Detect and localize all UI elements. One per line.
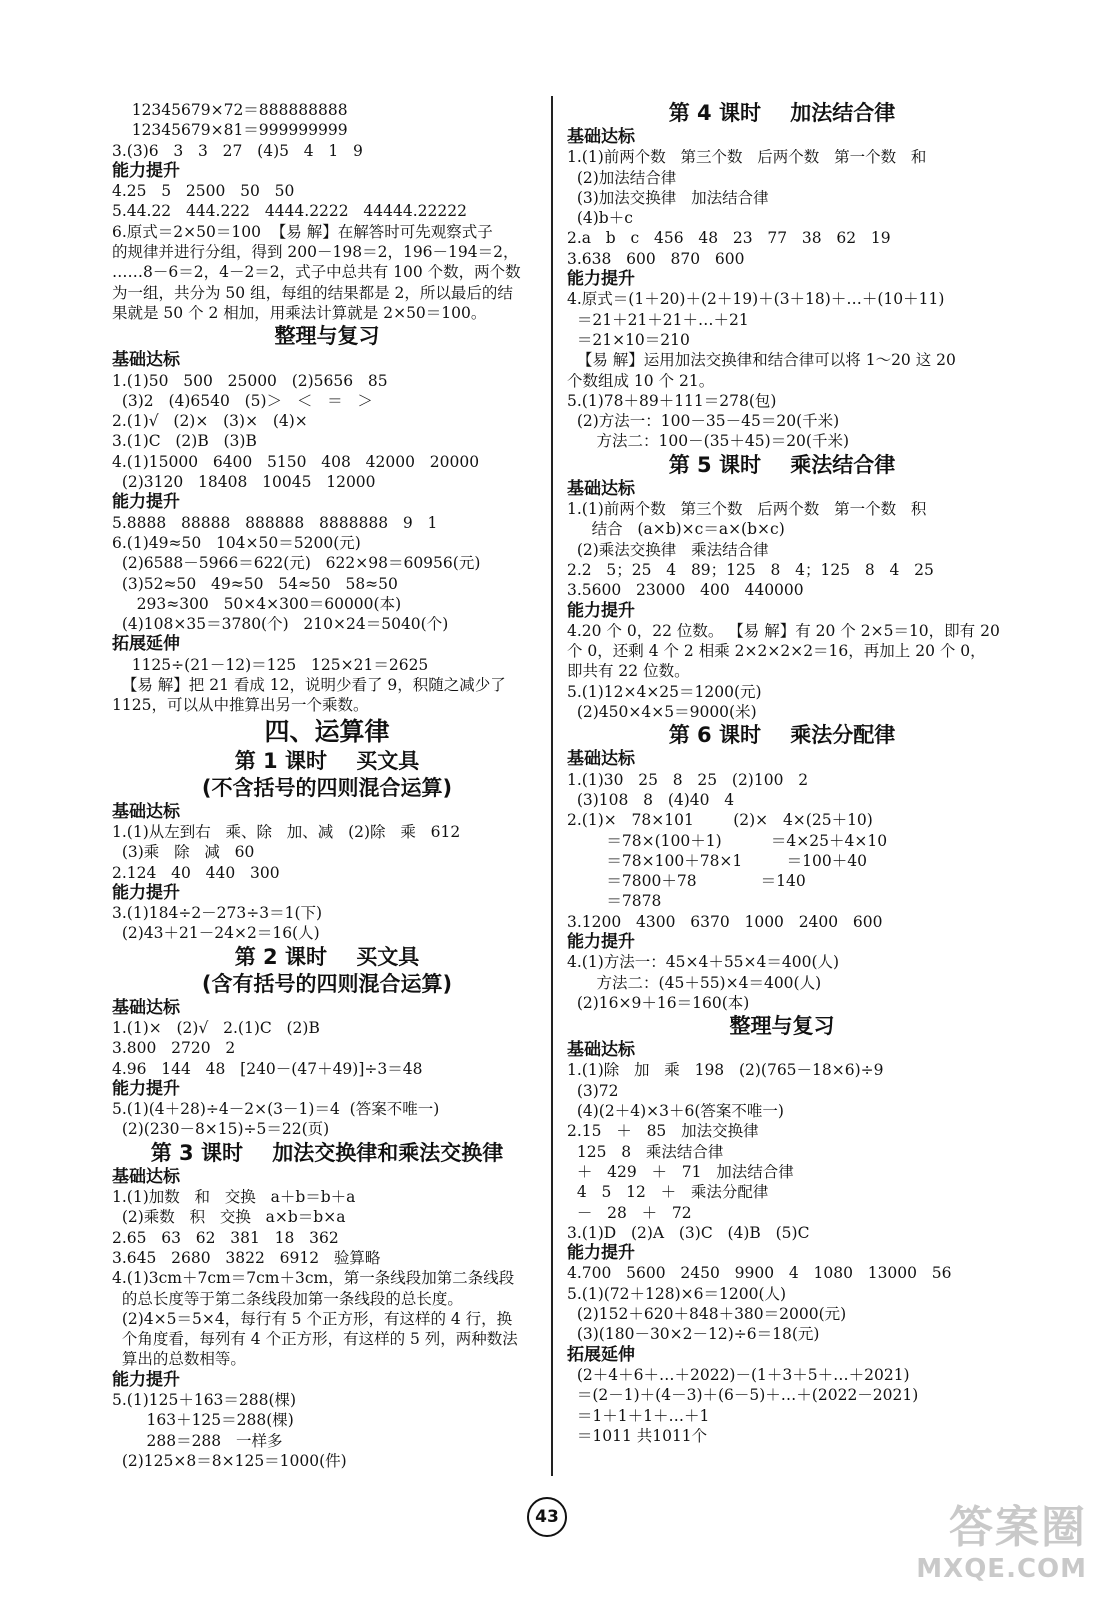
right-text-line: (2)乘法交换律 乘法结合律 xyxy=(567,540,769,559)
right-text-line: 1.(1)前两个数 第三个数 后两个数 第一个数 积 xyxy=(567,500,927,519)
left-text-line: 4.(1)3cm＋7cm＝7cm＋3cm，第一条线段加第二条线段 xyxy=(112,1269,515,1288)
left-section-heading: 基础达标 xyxy=(112,801,180,822)
right-text-line: 即共有 22 位数。 xyxy=(567,662,690,681)
left-text-line: 果就是 50 个 2 相加，用乘法计算就是 2×50＝100。 xyxy=(112,303,487,322)
right-text-line: 2.(1)× 78×101 (2)× 4×(25＋10) xyxy=(567,811,873,830)
left-text-line: (2)乘数 积 交换 a×b＝b×a xyxy=(112,1208,346,1227)
left-text-line: 5.44.22 444.222 4444.2222 44444.22222 xyxy=(112,202,467,221)
right-text-line: 3.5600 23000 400 440000 xyxy=(567,581,804,600)
right-section-heading: 基础达标 xyxy=(567,1040,635,1061)
left-text-line: 5.8888 88888 888888 8888888 9 1 xyxy=(112,513,438,532)
left-lesson-title: (含有括号的四则混合运算) xyxy=(201,971,453,996)
left-text-line: 个角度看，每列有 4 个正方形，有这样的 5 列，两种数法 xyxy=(112,1330,518,1349)
right-text-line: 125 8 乘法结合律 xyxy=(567,1142,724,1161)
right-text-line: (3)(180－30×2－12)÷6＝18(元) xyxy=(567,1325,820,1344)
right-text-line: (2)方法一：100－35－45＝20(千米) xyxy=(567,412,840,431)
right-text-line: 4.原式＝(1＋20)＋(2＋19)＋(3＋18)＋…＋(10＋11) xyxy=(567,290,945,309)
watermark-logo: 答案圈 xyxy=(949,1502,1087,1553)
left-text-line: 6.原式＝2×50＝100 【易 解】在解答时可先观察式子 xyxy=(112,222,493,241)
left-text-line: 算出的总数相等。 xyxy=(112,1350,246,1369)
right-text-line: 2.a b c 456 48 23 77 38 62 19 xyxy=(567,229,891,248)
right-lesson-title: 第 5 课时 乘法结合律 xyxy=(668,452,896,477)
right-section-heading: 能力提升 xyxy=(567,600,635,621)
left-text-line: 12345679×72＝888888888 xyxy=(112,101,348,119)
right-text-line: 5.(1)(72＋128)×6＝1200(人) xyxy=(567,1284,787,1303)
left-text-line: 6.(1)49≈50 104×50＝5200(元) xyxy=(112,533,361,552)
right-text-line: 3.(1)D (2)A (3)C (4)B (5)C xyxy=(567,1223,810,1242)
right-text-line: 3.638 600 870 600 xyxy=(567,249,745,268)
right-text-line: ＝1011 共1011个 xyxy=(567,1426,708,1445)
right-text-line: 方法二：100－(35＋45)＝20(千米) xyxy=(567,432,850,451)
left-lesson-title: 第 1 课时 买文具 xyxy=(234,748,420,773)
left-text-line: 1.(1)从左到右 乘、除 加、减 (2)除 乘 612 xyxy=(112,822,461,841)
left-text-line: 1125，可以从中推算出另一个乘数。 xyxy=(112,696,369,715)
left-text-line: ……8－6＝2，4－2＝2，式子中总共有 100 个数，两个数 xyxy=(112,263,521,282)
left-text-line: 5.(1)(4＋28)÷4－2×(3－1)＝4 (答案不唯一) xyxy=(112,1100,440,1119)
left-column xyxy=(112,100,542,1471)
right-section-heading: 基础达标 xyxy=(567,127,635,147)
right-text-line: (2＋4＋6＋…＋2022)－(1＋3＋5＋…＋2021) xyxy=(567,1365,910,1384)
right-text-line: 5.(1)78＋89＋111＝278(包) xyxy=(567,391,777,410)
right-text-line: (2)加法结合律 xyxy=(567,168,677,187)
left-text-line: (2)(230－8×15)÷5＝22(页) xyxy=(112,1120,330,1139)
right-text-line: 方法二：(45＋55)×4＝400(人) xyxy=(567,973,822,992)
left-section-heading: 基础达标 xyxy=(112,997,180,1018)
left-text-line: 288＝288 一样多 xyxy=(112,1431,283,1450)
left-text-line: (3)乘 除 减 60 xyxy=(112,843,255,862)
right-lesson-title: 整理与复习 xyxy=(729,1014,835,1039)
right-text-line: (4)b＋c xyxy=(567,209,633,228)
page-number: 43 xyxy=(527,1497,567,1537)
left-text-line: 1.(1)加数 和 交换 a＋b＝b＋a xyxy=(112,1188,356,1207)
left-text-line: (3)52≈50 49≈50 54≈50 58≈50 xyxy=(112,574,398,593)
right-text-line: (2)16×9＋16＝160(本) xyxy=(567,993,750,1012)
right-section-heading: 能力提升 xyxy=(567,1243,635,1264)
left-unit-title: 四、运算律 xyxy=(264,716,390,746)
right-text-line: (2)152＋620＋848＋380＝2000(元) xyxy=(567,1305,847,1324)
left-text-line: 1.(1)50 500 25000 (2)5656 85 xyxy=(112,371,388,390)
right-column xyxy=(567,100,1000,1446)
right-text-line: ＝78×100＋78×1 ＝100＋40 xyxy=(567,851,867,870)
watermark xyxy=(897,1502,1087,1592)
left-lesson-title: 整理与复习 xyxy=(274,324,380,349)
left-text-line: 5.(1)125＋163＝288(棵) xyxy=(112,1391,297,1410)
left-text-line: 【易 解】把 21 看成 12，说明少看了 9，积随之减少了 xyxy=(112,676,506,695)
left-text-line: 2.(1)√ (2)× (3)× (4)× xyxy=(112,412,308,431)
left-section-heading: 基础达标 xyxy=(112,1166,180,1187)
left-text-line: 3.(1)C (2)B (3)B xyxy=(112,432,257,451)
left-text-line: 12345679×81＝999999999 xyxy=(112,121,348,140)
right-section-heading: 拓展延伸 xyxy=(567,1344,635,1365)
right-section-heading: 基础达标 xyxy=(567,478,635,499)
column-divider xyxy=(551,96,553,1476)
right-text-line: ＝78×(100＋1) ＝4×25＋4×10 xyxy=(567,831,888,850)
right-text-line: 2.15 ＋ 85 加法交换律 xyxy=(567,1122,759,1141)
left-lesson-title: 第 2 课时 买文具 xyxy=(234,944,420,969)
left-text-line: 4.96 144 48 [240－(47＋49)]÷3＝48 xyxy=(112,1059,423,1078)
left-text-line: (3)2 (4)6540 (5)＞ ＜ ＝ ＞ xyxy=(112,391,373,410)
right-text-line: (4)(2＋4)×3＋6(答案不唯一) xyxy=(567,1102,784,1121)
left-text-line: 3.800 2720 2 xyxy=(112,1039,236,1058)
right-section-heading: 基础达标 xyxy=(567,749,635,770)
left-section-heading: 拓展延伸 xyxy=(112,634,180,655)
left-text-line: 3.(3)6 3 3 27 (4)5 4 1 9 xyxy=(112,141,363,160)
right-text-line: ＝(2－1)＋(4－3)＋(6－5)＋…＋(2022－2021) xyxy=(567,1386,919,1405)
right-text-line: (3)加法交换律 加法结合律 xyxy=(567,188,769,207)
left-text-line: 1125÷(21－12)＝125 125×21＝2625 xyxy=(112,655,429,674)
right-section-heading: 能力提升 xyxy=(567,931,635,952)
left-text-line: 的总长度等于第二条线段加第一条线段的总长度。 xyxy=(112,1289,463,1308)
right-text-line: ＝1＋1＋1＋…＋1 xyxy=(567,1406,710,1425)
right-text-line: 3.1200 4300 6370 1000 2400 600 xyxy=(567,912,883,931)
watermark-url: MXQE.COM xyxy=(916,1554,1087,1584)
left-text-line: 的规律并进行分组，得到 200－198＝2，196－194＝2， xyxy=(112,243,519,262)
left-text-line: (2)4×5＝5×4，每行有 5 个正方形，有这样的 4 行，换 xyxy=(112,1309,513,1328)
left-text-line: 163＋125＝288(棵) xyxy=(112,1411,294,1430)
right-text-line: 个数组成 10 个 21。 xyxy=(567,371,715,390)
right-text-line: 个 0，还剩 4 个 2 相乘 2×2×2×2＝16，再加上 20 个 0， xyxy=(567,642,986,661)
left-text-line: 2.65 63 62 381 18 362 xyxy=(112,1228,339,1247)
right-text-line: ＋ 429 ＋ 71 加法结合律 xyxy=(567,1162,794,1181)
right-text-line: 1.(1)30 25 8 25 (2)100 2 xyxy=(567,770,809,789)
right-text-line: 2.2 5；25 4 89；125 8 4；125 8 4 25 xyxy=(567,560,934,579)
left-section-heading: 能力提升 xyxy=(112,160,180,181)
left-text-line: 4.25 5 2500 50 50 xyxy=(112,182,295,201)
right-text-line: ＝7878 xyxy=(567,892,662,911)
left-text-line: 4.(1)15000 6400 5150 408 42000 20000 xyxy=(112,452,480,471)
left-text-line: 2.124 40 440 300 xyxy=(112,863,280,882)
left-section-heading: 能力提升 xyxy=(112,882,180,903)
right-text-line: － 28 ＋ 72 xyxy=(567,1203,692,1222)
left-text-line: (2)43＋21－24×2＝16(人) xyxy=(112,924,320,943)
right-text-line: 结合 (a×b)×c＝a×(b×c) xyxy=(567,520,785,539)
left-lesson-title: 第 3 课时 加法交换律和乘法交换律 xyxy=(150,1140,504,1165)
left-text-line: (2)3120 18408 10045 12000 xyxy=(112,473,376,492)
right-text-line: ＝21×10＝210 xyxy=(567,330,690,349)
right-lesson-title: 第 4 课时 加法结合律 xyxy=(668,101,896,125)
left-text-line: 3.(1)184÷2－273÷3＝1(下) xyxy=(112,904,323,923)
left-text-line: 为一组，共分为 50 组，每组的结果都是 2，所以最后的结 xyxy=(112,283,513,302)
left-text-line: 293≈300 50×4×300＝60000(本) xyxy=(112,594,402,613)
right-text-line: 4.20 个 0，22 位数。 【易 解】有 20 个 2×5＝10，即有 20 xyxy=(567,621,1000,640)
right-text-line: 1.(1)除 加 乘 198 (2)(765－18×6)÷9 xyxy=(567,1061,884,1080)
right-text-line: (2)450×4×5＝9000(米) xyxy=(567,703,757,722)
left-section-heading: 能力提升 xyxy=(112,1078,180,1099)
left-text-line: (4)108×35＝3780(个) 210×24＝5040(个) xyxy=(112,615,449,634)
right-text-line: 4.(1)方法一：45×4＋55×4＝400(人) xyxy=(567,953,840,972)
right-section-heading: 能力提升 xyxy=(567,269,635,290)
right-text-line: ＝7800＋78 ＝140 xyxy=(567,872,806,891)
left-section-heading: 能力提升 xyxy=(112,492,180,513)
left-section-heading: 能力提升 xyxy=(112,1369,180,1390)
right-text-line: (3)72 xyxy=(567,1081,619,1100)
right-text-line: ＝21＋21＋21＋…＋21 xyxy=(567,310,749,329)
left-section-heading: 基础达标 xyxy=(112,350,180,371)
left-text-line: 3.645 2680 3822 6912 验算略 xyxy=(112,1248,381,1267)
right-text-line: 1.(1)前两个数 第三个数 后两个数 第一个数 和 xyxy=(567,148,927,167)
right-text-line: 【易 解】运用加法交换律和结合律可以将 1～20 这 20 xyxy=(567,351,956,370)
left-text-line: 1.(1)× (2)√ 2.(1)C (2)B xyxy=(112,1018,320,1037)
right-text-line: 4.700 5600 2450 9900 4 1080 13000 56 xyxy=(567,1264,952,1283)
right-text-line: 4 5 12 ＋ 乘法分配律 xyxy=(567,1183,769,1202)
left-text-line: (2)125×8＝8×125＝1000(件) xyxy=(112,1451,347,1470)
right-lesson-title: 第 6 课时 乘法分配律 xyxy=(668,723,896,748)
right-text-line: (3)108 8 (4)40 4 xyxy=(567,790,735,809)
left-text-line: (2)6588－5966＝622(元) 622×98＝60956(元) xyxy=(112,554,481,573)
left-lesson-title: (不含括号的四则混合运算) xyxy=(201,775,453,800)
right-text-line: 5.(1)12×4×25＝1200(元) xyxy=(567,682,762,701)
